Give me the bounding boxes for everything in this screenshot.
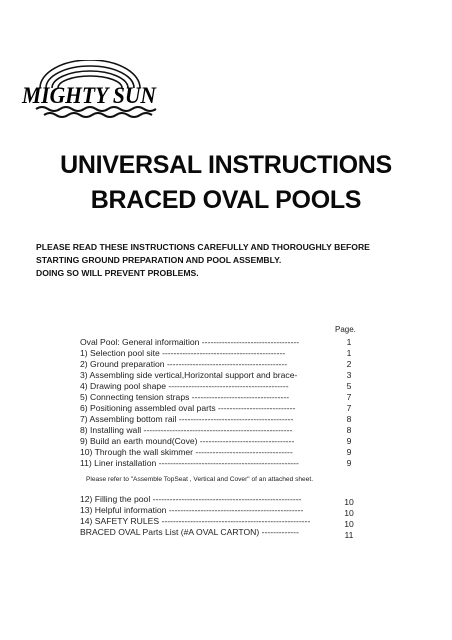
toc-entry-label: 12) Filling the pool ----------------------------------------------------: [80, 494, 302, 504]
toc-entry-label: 8) Installing wall ----------------------------------------------------: [80, 425, 293, 435]
document-title-line-1: UNIVERSAL INSTRUCTIONS: [60, 151, 392, 179]
toc-entry-label: 9) Build an earth mound(Cove) ---------------------------------: [80, 436, 295, 446]
toc-entry-label: 14) SAFETY RULES ----------------------------------------------------: [80, 516, 311, 526]
toc-entry-label: 6) Positioning assembled oval parts ---------------------------: [80, 403, 296, 413]
notice-line-2: STARTING GROUND PREPARATION AND POOL ASSEMBLY.: [36, 255, 282, 265]
toc-entry-page: 8: [346, 425, 352, 435]
toc-entry-page: 7: [346, 403, 352, 413]
toc-entry-label: 2) Ground preparation ------------------------------------------: [80, 359, 288, 369]
toc-entry-page: 3: [346, 370, 352, 380]
toc-entry-page: 1: [346, 337, 352, 347]
document-title-line-2: BRACED OVAL POOLS: [90, 186, 362, 214]
logo-text: MIGHTY SUN: [21, 83, 158, 108]
toc-entry-label: 7) Assembling bottom rail ----------------------------------------: [80, 414, 294, 424]
toc-entry-page: 10: [344, 497, 354, 507]
water-waves-icon: [36, 107, 156, 117]
toc-entry-page: 8: [346, 414, 352, 424]
toc-entry-label: 11) Liner installation -------------------------------------------------: [80, 458, 299, 468]
toc-entry-label: 5) Connecting tension straps ----------------------------------: [80, 392, 290, 402]
toc-entry-label: 3) Assembling side vertical,Horizontal support and brace-: [80, 370, 298, 380]
notice-line-3: DOING SO WILL PREVENT PROBLEMS.: [36, 268, 199, 278]
toc-entry-page: 9: [346, 447, 352, 457]
toc-entry-page: 10: [344, 519, 354, 529]
toc-entry-page: 9: [346, 458, 352, 468]
toc-entry-label: BRACED OVAL Parts List (#A OVAL CARTON) -------------: [80, 527, 299, 537]
attached-sheet-note: Please refer to "Assemble TopSeat , Vertical and Cover" of an attached sheet.: [86, 476, 314, 483]
notice-line-1: PLEASE READ THESE INSTRUCTIONS CAREFULLY AND THOROUGHLY BEFORE: [36, 242, 370, 252]
toc-entry-label: 10) Through the wall skimmer ----------------------------------: [80, 447, 293, 457]
toc-page-header: Page.: [335, 325, 356, 334]
toc-entry-page: 11: [344, 530, 354, 540]
mighty-sun-logo: [18, 60, 160, 122]
toc-entry-label: Oval Pool: General informaition ----------------------------------: [80, 337, 300, 347]
toc-entry-label: 4) Drawing pool shape ------------------------------------------: [80, 381, 289, 391]
toc-entry-label: 13) Helpful information -----------------------------------------------: [80, 505, 304, 515]
toc-entry-page: 10: [344, 508, 354, 518]
toc-entry-page: 5: [346, 381, 352, 391]
toc-entry-page: 1: [346, 348, 352, 358]
toc-entry-page: 2: [346, 359, 352, 369]
toc-entry-label: 1) Selection pool site -------------------------------------------: [80, 348, 286, 358]
toc-entry-page: 7: [346, 392, 352, 402]
toc-entry-page: 9: [346, 436, 352, 446]
